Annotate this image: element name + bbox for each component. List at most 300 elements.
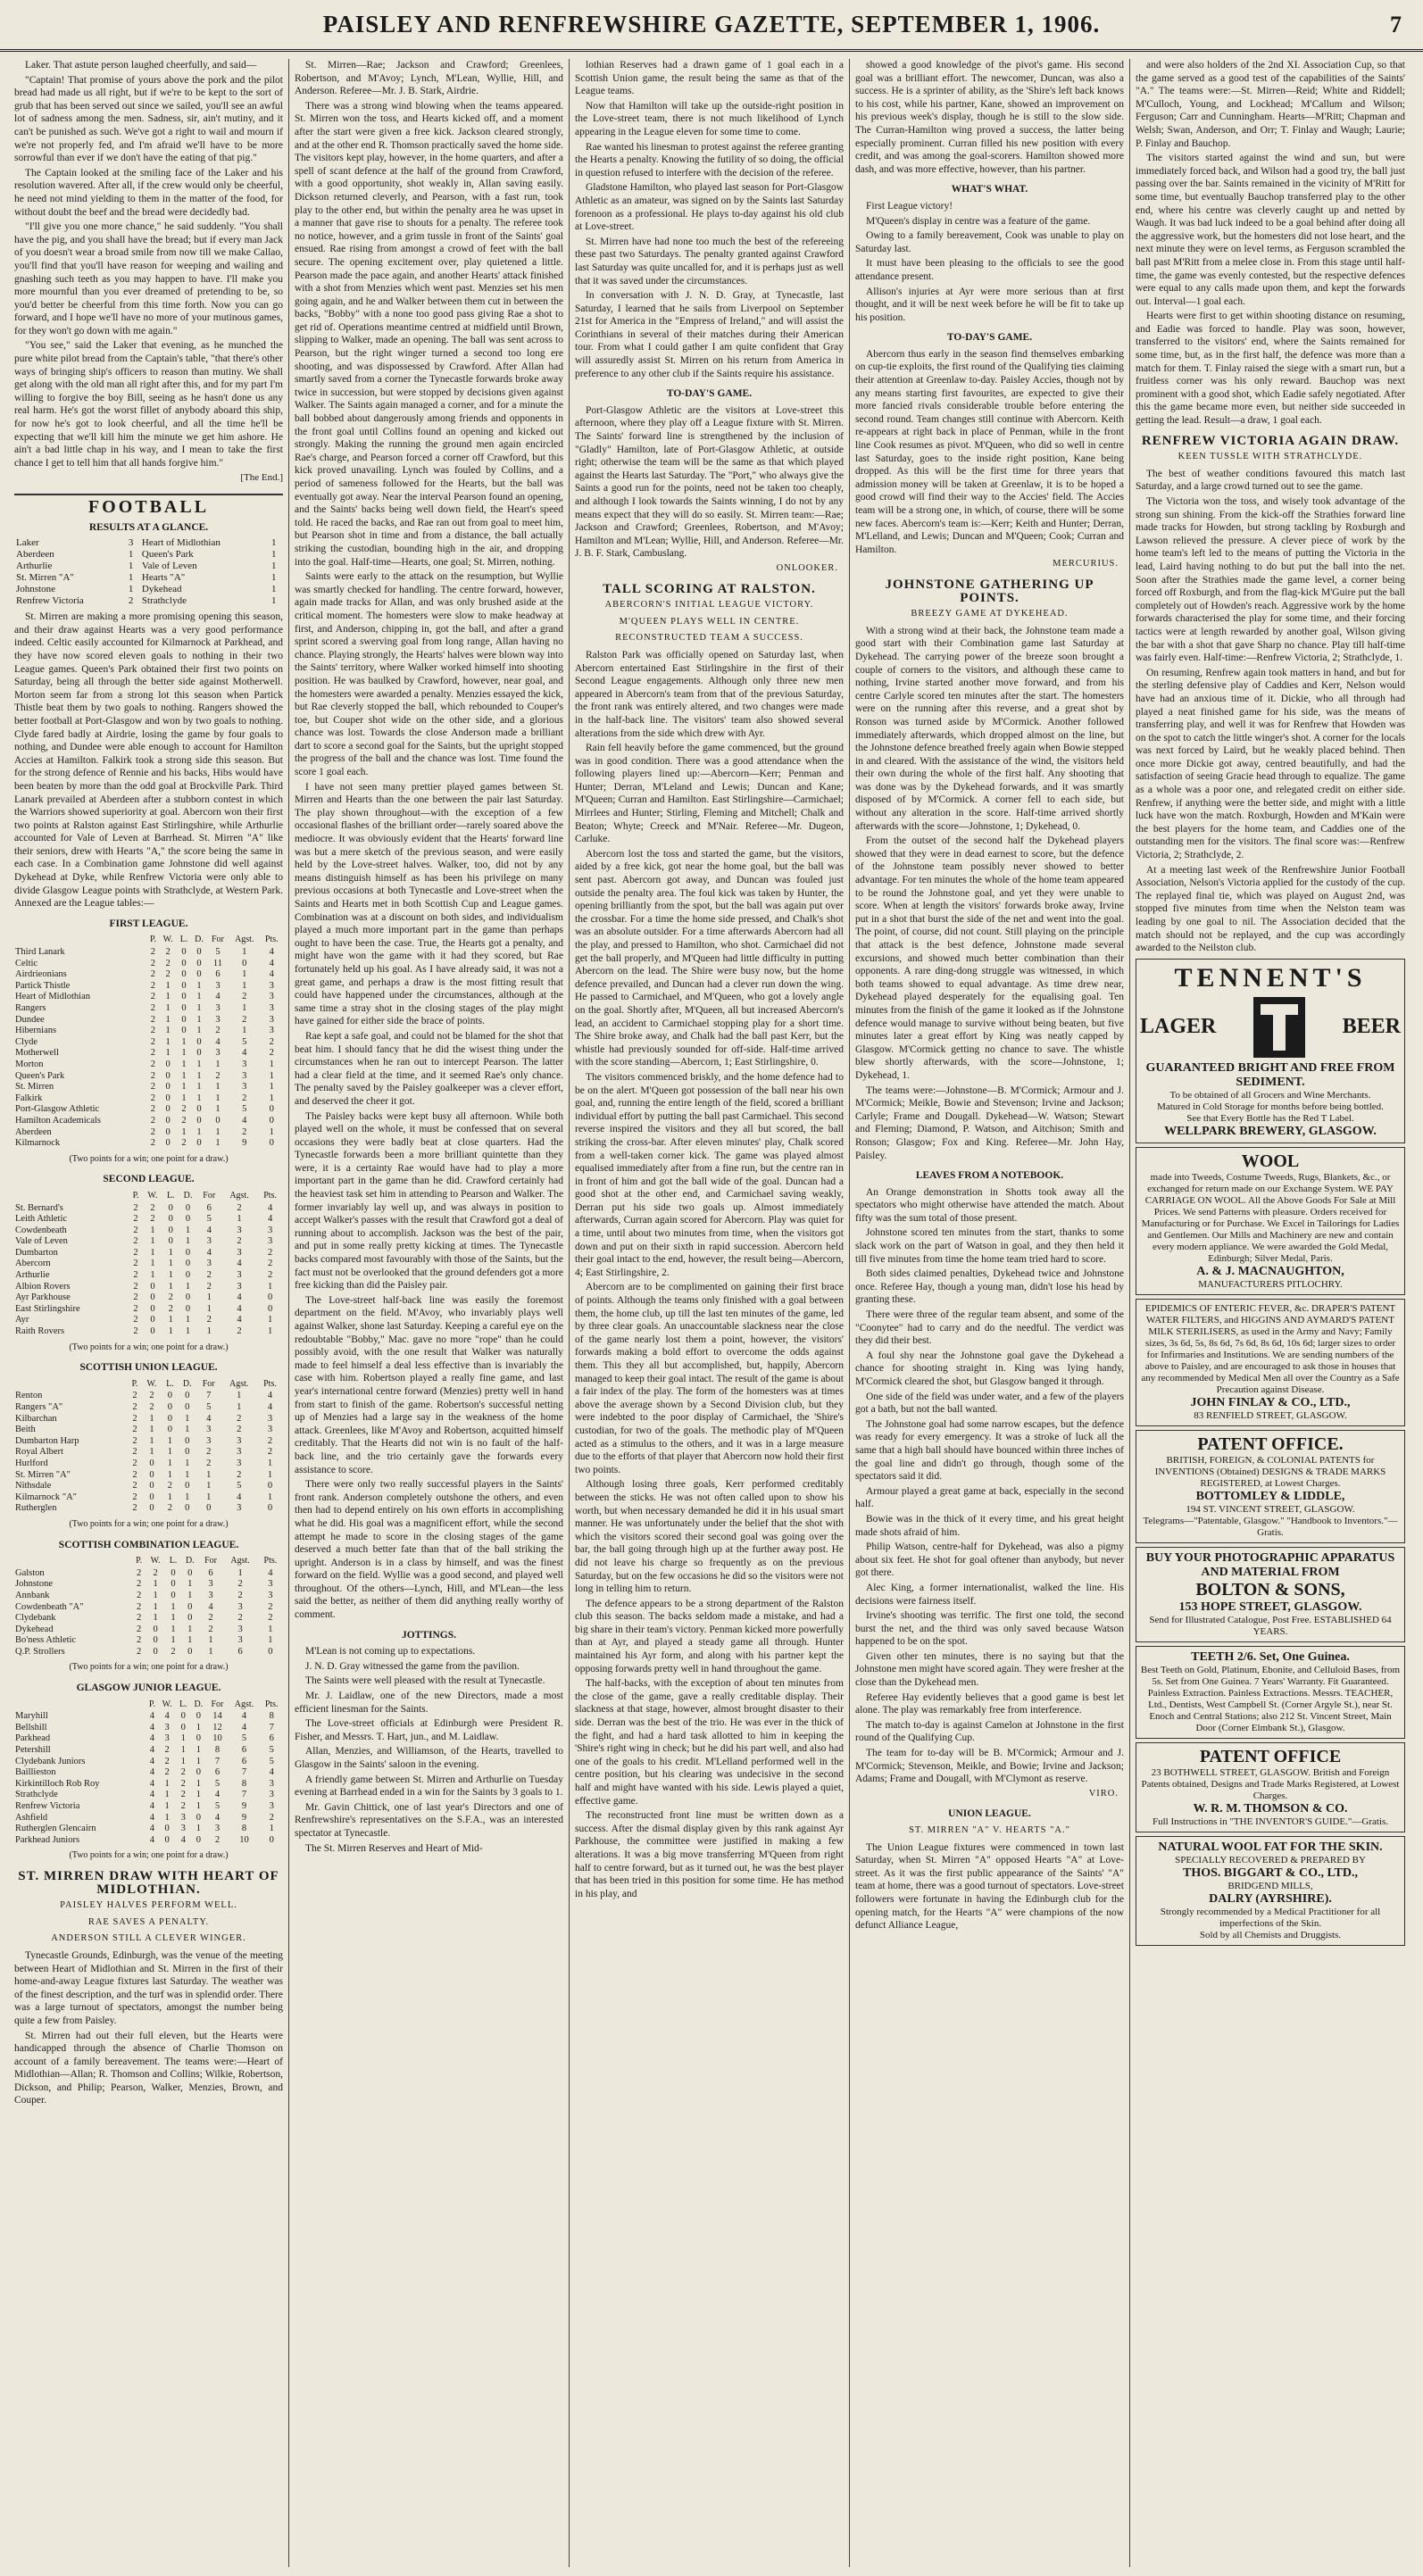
table-cell: 7 bbox=[241, 1767, 247, 1778]
jotting-item: Allan, Menzies, and Williamson, of the Hearts, travelled to Glasgow in the Saints' saloon in the evening. bbox=[295, 1746, 563, 1770]
article-paragraph: The Paisley backs were kept busy all afternoon. While both played well on the whole, it must be confessed that on several occasions they were badly beat at close quarters. Had the Tynecastle forwards been a more brilliant quintette than they were, it is a certainty Rae would have had to play a more important part in the game than he did. Crawford certainly had the heaviest task set him in attending to Pearson and Walker. The former invariably lay well up, and was always in position to accept Walker's passes with the result that Crawford got a deal of running about to accomplish. Jackson was the best of the pair, and put in some really pretty kicking at times. The Tynecastle backs compared most favourably with those of the Saints, but the fact must not be overlooked that the ground defenders got a more free kicking than did the Paisley pair. bbox=[295, 1110, 563, 1292]
table-cell: 3 bbox=[267, 1236, 273, 1247]
table-cell: 0 bbox=[153, 1635, 158, 1646]
table-cell: 1 bbox=[206, 1292, 212, 1303]
table-cell: 1 bbox=[267, 1458, 273, 1468]
team-name: Rangers "A" bbox=[15, 1402, 63, 1412]
note-item: Irvine's shooting was terrific. The first one told, the second burst the net, and the third was only saved because Watson happened to be on the spot. bbox=[855, 1610, 1124, 1648]
table-cell: 0 bbox=[185, 1391, 190, 1401]
advert-firm: A. & J. MACNAUGHTON, bbox=[1196, 1264, 1344, 1278]
team-name: Ayr Parkhouse bbox=[15, 1292, 71, 1303]
table-cell: 2 bbox=[167, 1481, 173, 1492]
article-heading: RENFREW VICTORIA AGAIN DRAW. bbox=[1141, 433, 1400, 448]
table-cell: 3 bbox=[269, 1778, 274, 1789]
table-cell: 2 bbox=[133, 1292, 138, 1303]
table-cell: 1 bbox=[165, 1036, 171, 1047]
table-cell: 1 bbox=[196, 1126, 202, 1137]
table-cell: 4 bbox=[237, 1315, 242, 1325]
table-cell: 1 bbox=[206, 1492, 212, 1502]
article-paragraph: There were only two really successful players in the Saints' front rank. Anderson completely outshone the others, and even then had to depend entirely on his own efforts in accomplishing what he did. His goal was a magnificent effort, while the second attempt he made to score in the closing stages of the game deserved a much better fate than that of the ball striking the upright. Anderson is in a class by himself, and was the finest forward on the field. Wyllie was a good second, and played well throughout. Of the others—Lynch, Hill, and M'Lean—the less said the better, as neither of them did anything really worthy of comment. bbox=[295, 1479, 563, 1621]
table-cell: 0 bbox=[196, 1036, 202, 1047]
table-cell: 2 bbox=[150, 1070, 156, 1081]
table-cell: 0 bbox=[187, 1567, 193, 1578]
table-cell: 1 bbox=[165, 1048, 171, 1059]
table-cell: 1 bbox=[153, 1601, 158, 1612]
column-header: Pts. bbox=[263, 1190, 277, 1201]
table-cell: 7 bbox=[206, 1391, 212, 1401]
advert-addr: 83 RENFIELD STREET, GLASGOW. bbox=[1194, 1409, 1347, 1421]
table-cell: 1 bbox=[268, 1635, 273, 1646]
table-cell: 2 bbox=[150, 1003, 156, 1013]
table-cell: 1 bbox=[196, 1059, 202, 1069]
column-3 bbox=[570, 59, 850, 2567]
team-name: Rutherglen bbox=[15, 1503, 57, 1514]
table-row bbox=[14, 1259, 283, 1270]
team-name: Arthurlie bbox=[16, 561, 53, 572]
table-cell: 1 bbox=[181, 1048, 187, 1059]
table-note: (Two points for a win; one point for a draw.) bbox=[69, 1662, 229, 1673]
table-cell: 0 bbox=[149, 1458, 154, 1468]
table-cell: 1 bbox=[196, 980, 202, 991]
table-cell: 2 bbox=[150, 947, 156, 958]
column-5 bbox=[1130, 59, 1411, 2567]
table-cell: 0 bbox=[165, 1070, 171, 1081]
article-subheading: RAE SAVES A PENALTY. bbox=[87, 1916, 210, 1927]
table-cell: 0 bbox=[269, 1115, 274, 1126]
table-cell: 4 bbox=[149, 1711, 154, 1722]
table-cell: 3 bbox=[237, 1270, 242, 1281]
table-cell: 2 bbox=[133, 1202, 138, 1213]
column-header: W. bbox=[146, 1378, 157, 1389]
note-item: Armour played a great game at back, especially in the second half. bbox=[855, 1485, 1124, 1510]
table-cell: 2 bbox=[237, 1326, 242, 1337]
table-cell: 0 bbox=[181, 980, 187, 991]
table-cell: 2 bbox=[237, 1579, 243, 1590]
team-name: Nithsdale bbox=[15, 1481, 52, 1492]
table-cell: 2 bbox=[181, 1138, 187, 1149]
table-cell: 0 bbox=[196, 1138, 202, 1149]
table-row bbox=[14, 1568, 283, 1580]
table-row bbox=[14, 959, 283, 970]
article-paragraph: Tynecastle Grounds, Edinburgh, was the venue of the meeting between Heart of Midlothian and St. Mirren in the first of their home-and-away League fixtures last Saturday. The weather was of the finest description, and the turf was in splendid order. There was a large turnout of spectators, amongst the number being quite a few from Paisley. bbox=[14, 1949, 283, 2026]
table-cell: 0 bbox=[171, 1590, 176, 1600]
advert-trade: MANUFACTURERS PITLOCHRY. bbox=[1198, 1278, 1343, 1290]
table-cell: 0 bbox=[165, 1115, 171, 1126]
table-row bbox=[14, 1801, 283, 1813]
table-cell: 4 bbox=[214, 1790, 221, 1800]
table-corner bbox=[14, 1190, 129, 1203]
table-cell: 1 bbox=[167, 1492, 173, 1502]
table-row bbox=[14, 1248, 283, 1259]
article-paragraph: St. Mirren—Rae; Jackson and Crawford; Greenlees, Robertson, and M'Avoy; Lynch, M'Lean, Wyllie, Hill, and Anderson. Referee—Mr. J. B. Stark, Airdrie. bbox=[295, 60, 563, 97]
table-cell: 0 bbox=[268, 1646, 273, 1657]
union-league-table bbox=[14, 1378, 283, 1515]
article-subheading: RECONSTRUCTED TEAM A SUCCESS. bbox=[615, 633, 803, 644]
table-row bbox=[14, 1835, 283, 1847]
patent-office-advert bbox=[1136, 1430, 1405, 1543]
table-corner bbox=[14, 1699, 146, 1712]
table-row bbox=[14, 1282, 283, 1293]
table-row bbox=[14, 1492, 283, 1504]
table-cell: 5 bbox=[206, 1402, 212, 1412]
table-cell: 0 bbox=[185, 1259, 191, 1269]
table-cell: 3 bbox=[208, 1579, 213, 1590]
column-header: D. bbox=[183, 1190, 193, 1201]
table-cell: 3 bbox=[237, 1601, 243, 1612]
table-cell: 1 bbox=[237, 1567, 243, 1578]
table-cell: 1 bbox=[153, 1590, 158, 1600]
table-cell: 2 bbox=[164, 1756, 170, 1766]
table-cell: 2 bbox=[133, 1303, 138, 1314]
table-cell: 3 bbox=[269, 1014, 274, 1025]
union-league-heading: SCOTTISH UNION LEAGUE. bbox=[79, 1362, 218, 1374]
advert-firm: W. R. M. THOMSON & CO. bbox=[1193, 1801, 1348, 1816]
team-name: Dykehead bbox=[141, 584, 182, 595]
table-cell: 2 bbox=[267, 1247, 273, 1258]
table-row bbox=[14, 1745, 283, 1757]
table-cell: 0 bbox=[196, 1834, 201, 1845]
table-cell: 3 bbox=[237, 1435, 242, 1446]
note-item: The team for to-day will be B. M'Cormick; Armour and J. M'Cormick; Stevenson, Meikle, and Bowie; Irvine and Jackson; Adams; Frame and Dougall, with M'Clymont as reserve. bbox=[855, 1748, 1124, 1785]
table-cell: 2 bbox=[237, 1413, 242, 1424]
table-cell: 2 bbox=[137, 1635, 142, 1646]
table-cell: 1 bbox=[187, 1635, 193, 1646]
score: 1 bbox=[271, 572, 277, 584]
article-paragraph: Abercorn lost the toss and started the game, but the visitors, aided by a free kick, got near the home goal, but the ball was sent past. Abercorn got away, and Duncan was fouled just outside the penalty area. The foul kick was taken by Hunter, the opening brilliantly from the spot, but the ball was again put over the crossbar. For a time the home side pressed, and Chalk's shot was an absolute outsider. For a time afterwards Abercorn had all the play, and pressed to Hamilton, who shot. Carmichael did not get the ball properly, and M'Queen had little difficulty in putting Abercorn on the lead. The Shire were busy now, but the home defence prevailed, and Duncan had a clever run down the wing. He passed to Carmichael, and M'Queen, who got a lovely angle on the goal. Shortly after, M'Queen, all but increased Abercorn's lead, an accident to Carmichael stopping play for a short time. The Shire broke away, and Chalk had the ball past Kerr, but the whistle had previously sounded for off-side. Half-time arrived with the score standing—Abercorn, 1; East Stirlingshire, 0. bbox=[575, 848, 844, 1068]
table-cell: 6 bbox=[241, 1745, 247, 1756]
table-cell: 4 bbox=[149, 1778, 154, 1789]
table-cell: 1 bbox=[167, 1435, 173, 1446]
table-row bbox=[14, 1447, 283, 1458]
table-cell: 2 bbox=[149, 1402, 154, 1412]
table-cell: 2 bbox=[269, 1048, 274, 1059]
score: 1 bbox=[128, 584, 134, 595]
table-cell: 4 bbox=[215, 992, 221, 1002]
table-cell: 0 bbox=[196, 1048, 202, 1059]
team-name: St. Mirren "A" bbox=[15, 1469, 71, 1480]
article-paragraph: Saints were early to the attack on the resumption, but Wyllie was smartly checked for handling. The centre forward, however, again made tracks for Allan, and was only brushed aside at the critical moment. The homesters were slow to make headway at first, and Anderson, chipping in, got the ball, and after a grand sprint scored a swerving goal from long range, Allan having no chance. Playing strongly, the Hearts' halves were blown way into the Saints' territory, where Walker worked himself into shooting position. He was baulked by Crawford, however, near goal, and the homesters were awarded a penalty. Menzies essayed the kick, but Rae cleverly stopped the ball, which rebounded to Couper's toe, but Couper shot wide on the other side, and a glorious chance was lost. Towards the close Anderson made a brilliant dart to score a second goal for the Saints, but the upright stopped the progress of the ball and the chance was lost. Time found the score 1 goal each. bbox=[295, 571, 563, 778]
table-cell: 2 bbox=[137, 1624, 142, 1634]
score: 1 bbox=[128, 572, 134, 584]
table-cell: 2 bbox=[133, 1326, 138, 1337]
team-name: Aberdeen bbox=[15, 1126, 52, 1137]
table-row bbox=[14, 1591, 283, 1602]
table-cell: 1 bbox=[181, 1093, 187, 1103]
table-cell: 4 bbox=[269, 958, 274, 968]
team-name: Baillieston bbox=[15, 1767, 56, 1778]
first-league-table bbox=[14, 934, 283, 1149]
table-cell: 14 bbox=[212, 1711, 222, 1722]
table-cell: 1 bbox=[168, 1281, 173, 1292]
wool-advert bbox=[1136, 1147, 1405, 1295]
filter-advert bbox=[1136, 1299, 1405, 1426]
table-row bbox=[14, 1315, 283, 1326]
table-cell: 1 bbox=[185, 1225, 191, 1235]
table-cell: 1 bbox=[187, 1624, 193, 1634]
table-cell: 3 bbox=[206, 1236, 212, 1247]
team-name: Cowdenbeath "A" bbox=[15, 1601, 84, 1612]
table-cell: 4 bbox=[149, 1812, 154, 1823]
report-paragraph: St. Mirren are making a more promising opening this season, and their draw against Hearts was a very good performance indeed. Celtic easily accounted for Kilmarnock at Parkhead, and they have now scored eleven goals to nothing in their two League games. Queen's Park obtained their first two points on Saturday, being all through the better side against Motherwell. Morton seem far from a strong lot this season when Partick Thistle beat them by two goals to nothing. Rangers showed the better football at Port-Glasgow and won by two goals to nothing. Clyde fared badly at Airdrie, losing the game by four goals to nothing, and Dundee were able enough to account for Hamilton Accies at Hamilton. Falkirk took a strong side this season. But for the strong defence of Rennie and his backs, Hibs would have been beaten by more than the odd goal at Brockville Park. Third Lanark prevailed at Aberdeen after a stubborn contest in which the Warriors showed superiority at goal. Abercorn won their first two points at Ralston against East Stirlingshire, while Arthurlie accounted for Vale of Leven at Barrhead. St. Mirren "A" like their seniors, drew with Hearts "A," the score being the same in each case. In a Combination game Johnstone did well against Dykehead at Dyke, while Renfrew Victoria were only able to divide Glasgow League points with Strathclyde, at Western Park. Annexed are the League tables:— bbox=[14, 611, 283, 910]
table-cell: 3 bbox=[237, 1458, 242, 1468]
table-cell: 4 bbox=[180, 1834, 186, 1845]
table-cell: 1 bbox=[269, 1070, 274, 1081]
table-cell: 1 bbox=[242, 980, 247, 991]
table-cell: 1 bbox=[237, 1402, 242, 1412]
table-cell: 1 bbox=[269, 1059, 274, 1069]
table-cell: 0 bbox=[196, 1711, 201, 1722]
story-paragraph: "Captain! That promise of yours above the pork and the pilot bread had made us all right, but if we're to be kept to the sort of grub that has been served out since we sailed, you'll see an awful lot of sadness among the men. Sadness, sir, ain't mutiny, and it can't be punished as such. We've got a right to wail and mourn if we're not properly fed, and I'm afraid we'll have to be more sorrowful than ever if we don't have the eating of that pig." bbox=[14, 74, 283, 164]
team-name: Kilmarnock bbox=[15, 1138, 61, 1149]
table-cell: 2 bbox=[164, 1745, 170, 1756]
column-header: L. bbox=[166, 1190, 175, 1201]
table-cell: 11 bbox=[212, 958, 222, 968]
team-name: Galston bbox=[15, 1567, 45, 1578]
table-cell: 0 bbox=[149, 1492, 154, 1502]
note-item: A foul shy near the Johnstone goal gave the Dykehead a chance for shooting straight in. King was lying handy, M'Cormick cleared the shot, but Glasgow banged it through. bbox=[855, 1350, 1124, 1387]
article-paragraph: St. Mirren had out their full eleven, but the Hearts were handicapped through the absence of Charlie Thomson on account of a family bereavement. The teams were:—Heart of Midlothian—Allan; R. Thomson and Collins; Wilkie, Robertson, Dickson, and Philip; Pearson, Walker, Menzies, Brown, and Couper. bbox=[14, 2030, 283, 2107]
score: 2 bbox=[128, 595, 134, 607]
table-cell: 2 bbox=[180, 1767, 186, 1778]
table-row bbox=[14, 1236, 283, 1248]
article-paragraph: The teams were:—Johnstone—B. M'Cormick; Armour and J. M'Cormick; Meikle, Bowie and Stevenson; Irvine and Jackson; Carlyle; Frame and Dougall. Dykehead—W. Watson; Stewart and Fleming; Diamond, P. Watson, and Aitchison; Smith and Ronson; Glasgow; Fox and King. Referee—Mr. John Hay, Paisley. bbox=[855, 1084, 1124, 1161]
wool-fat-advert bbox=[1136, 1836, 1405, 1946]
table-row bbox=[14, 1757, 283, 1768]
table-cell: 2 bbox=[164, 1767, 170, 1778]
table-cell: 2 bbox=[206, 1270, 212, 1281]
table-row bbox=[14, 1304, 283, 1316]
table-cell: 0 bbox=[269, 1138, 274, 1149]
note-item: M'Queen's display in centre was a feature of the game. bbox=[866, 215, 1091, 227]
table-cell: 1 bbox=[215, 1093, 221, 1103]
table-cell: 5 bbox=[269, 1756, 274, 1766]
story-end: [The End.] bbox=[240, 472, 283, 484]
table-cell: 2 bbox=[132, 1435, 137, 1446]
table-cell: 2 bbox=[206, 1281, 212, 1292]
table-cell: 0 bbox=[167, 1391, 173, 1401]
table-cell: 2 bbox=[133, 1214, 138, 1225]
table-note: (Two points for a win; one point for a draw.) bbox=[69, 1153, 229, 1164]
advert-addr: 153 HOPE STREET, GLASGOW. bbox=[1178, 1600, 1362, 1614]
table-cell: 1 bbox=[196, 1722, 201, 1733]
table-cell: 2 bbox=[267, 1447, 273, 1458]
table-cell: 4 bbox=[268, 1567, 273, 1578]
article-paragraph: Now that Hamilton will take up the outside-right position in the Love-street team, there is not much likelihood of Lynch appearing in the League eleven for some time to come. bbox=[575, 100, 844, 137]
table-cell: 0 bbox=[196, 1767, 201, 1778]
table-row bbox=[14, 1037, 283, 1049]
table-row bbox=[14, 1613, 283, 1625]
column-header: W. bbox=[162, 935, 173, 945]
advert-line: See that Every Bottle has the Red T Label. bbox=[1186, 1112, 1354, 1124]
table-cell: 6 bbox=[214, 1767, 221, 1778]
article-paragraph: Abercorn thus early in the season find themselves embarking on cup-tie exploits, the first round of the Qualifying ties claiming their attention at Greenlaw to-day. Paisley Accies, though not by any means starting first favourites, are expected to give their more fancied rivals considerable trouble before entering the second round. Team changes still continue with Abercorn. Keith re-appears at right back in place of Penman, while in the front line Cook resumes as pivot. M'Queen, who did so well in centre last Saturday, goes to the inside right position, Kane being dropped. As this will be the first time for three years that admission money will be taken at Greenlaw, it is to be hoped a good crowd will find their way to the Accies' field. The Accies team will be a strong one, in which, of course, there will be some new faces. Abercorn's team is:—Kerr; Keith and Hunter; Derran, M'Lelland, and Lewis; Duncan and M'Queen; Cook; Curran and Hamilton. bbox=[855, 348, 1124, 555]
table-cell: 0 bbox=[181, 1014, 187, 1025]
team-name: Dykehead bbox=[15, 1624, 54, 1634]
table-cell: 0 bbox=[168, 1202, 173, 1213]
table-cell: 6 bbox=[241, 1756, 247, 1766]
table-cell: 3 bbox=[267, 1425, 273, 1435]
team-name: Hearts "A" bbox=[141, 572, 186, 584]
article-paragraph: There was a strong wind blowing when the teams appeared. St. Mirren won the toss, and Hearts kicked off, and a moment after the start were given a free kick. Jackson cleared strongly, and at the other end R. Thomson practically saved the home side. The visitors kept play, however, in the home quarters, and after a spell of scant defence at the half of the ground from Crawford, with a good opportunity, shot weakly in, Allan saving easily. Dickson returned cleverly, and Pearson, with a fast run, took play to the other end, but within the penalty area he was upset in a manner that gave rise to shouts for a penalty. The referee took no notice, however, and a grim tussle in front of the Saints' goal ensued. Rae rising from amongst a crowd of feet with the ball secure. The opening excitement over, play quietened a little. Pearson made the pace again, and another Hearts' attack finished with a shot from Menzies which went past. Menzies set his men going again, and he and Walker between them cut in between the backs, "Bobby" with a none too good pass giving Rae a shot to get rid of. Operations meantime centred at midfield until Brown, slipping to Walker, made an opening. The ball was sent across to Pearson, but the right winger turned a second too long ere shooting, and was dispossessed by Crawford. After Allan had smartly saved from a corner the Tynecastle forwards broke away twice in succession, but were stopped by decisions given against Walker. The Saints again managed a corner, and for a minute the ball bobbed about dangerously among friends and opponents in the front goal until Collins found an opening and kicked out strongly. Making the running the ground men again encircled Rae's charge, and Pearson forced a corner off Crawford, but this kick proved unavailing. Lynch was fouled by Collins, and a period of sameness followed for the Hearts, but the ball was eventually got away. Near the interval Pearson found an opening, and the Saints' backs being well down field, the Heart's speed told. He raced the backs, and Rae ran out from goal to meet him, but Pearson shot in time and from a distance, the ball actually striking the custodian, bounding high in the air, and dropping into the goal. Half-time—Hearts, one goal; St. Mirren, nothing. bbox=[295, 100, 563, 568]
table-cell: 1 bbox=[164, 1790, 170, 1800]
table-row bbox=[14, 992, 283, 1003]
table-cell: 2 bbox=[150, 1036, 156, 1047]
article-paragraph: showed a good knowledge of the pivot's game. His second goal was a brilliant effort. The newcomer, Duncan, was also a success. He is a sprinter of ability, as the 'Shire's left back knows to his cost, while his partner, Kane, showed an improvement on his previous week's display, though he is still to the slow side. The Curran-Hamilton wing proved a success, the latter being especially prominent. Curran filled his new position with every credit, and was among the goal-scorers. Hamilton showed more dash, and was more effective, however, than his partner. bbox=[855, 60, 1124, 175]
article-subheading: BREEZY GAME AT DYKEHEAD. bbox=[911, 609, 1069, 619]
masthead bbox=[0, 0, 1423, 52]
table-cell: 0 bbox=[165, 1082, 171, 1093]
team-name: Parkhead bbox=[15, 1733, 51, 1744]
advert-head: NATURAL WOOL FAT FOR THE SKIN. bbox=[1158, 1840, 1383, 1854]
table-cell: 9 bbox=[241, 1801, 247, 1811]
note-item: Given other ten minutes, there is no saying but that the Johnstone men might have scored again. They were fresher at the close than the Dykehead men. bbox=[855, 1650, 1124, 1689]
table-cell: 4 bbox=[237, 1292, 242, 1303]
table-cell: 3 bbox=[164, 1733, 170, 1744]
team-name: Airdrieonians bbox=[15, 969, 67, 980]
advert-head: TEETH 2/6. Set, One Guinea. bbox=[1191, 1649, 1350, 1664]
table-cell: 2 bbox=[150, 1093, 156, 1103]
jotting-item: The Saints were well pleased with the result at Tynecastle. bbox=[305, 1675, 545, 1687]
table-cell: 3 bbox=[269, 992, 274, 1002]
table-cell: 3 bbox=[242, 1070, 247, 1081]
table-cell: 8 bbox=[269, 1711, 274, 1722]
table-cell: 2 bbox=[132, 1503, 137, 1514]
article-heading: ST. MIRREN DRAW WITH HEART OF MIDLOTHIAN. bbox=[18, 1868, 279, 1897]
score: 1 bbox=[271, 537, 277, 549]
table-row bbox=[14, 1711, 283, 1723]
table-corner bbox=[14, 934, 147, 947]
table-cell: 2 bbox=[165, 958, 171, 968]
byline: VIRO. bbox=[1088, 1788, 1119, 1799]
table-cell: 0 bbox=[187, 1646, 193, 1657]
column-header: L. bbox=[179, 935, 188, 945]
team-name: Maryhill bbox=[15, 1711, 48, 1722]
table-cell: 2 bbox=[167, 1503, 173, 1514]
note-item: An Orange demonstration in Shotts took away all the spectators who might otherwise have attended the match. About fifty was the sum total of those present. bbox=[855, 1186, 1124, 1224]
results-heading: RESULTS AT A GLANCE. bbox=[88, 521, 209, 533]
junior-league-table bbox=[14, 1699, 283, 1847]
table-cell: 0 bbox=[168, 1225, 173, 1235]
table-row bbox=[14, 1127, 283, 1139]
table-cell: 2 bbox=[150, 980, 156, 991]
table-cell: 4 bbox=[149, 1733, 154, 1744]
table-cell: 0 bbox=[196, 1812, 201, 1823]
table-cell: 0 bbox=[181, 992, 187, 1002]
table-cell: 2 bbox=[150, 1214, 155, 1225]
team-name: Bellshill bbox=[15, 1722, 47, 1733]
table-cell: 3 bbox=[267, 1225, 273, 1235]
table-note: (Two points for a win; one point for a draw.) bbox=[69, 1518, 229, 1529]
table-note: (Two points for a win; one point for a draw.) bbox=[69, 1342, 229, 1352]
table-cell: 4 bbox=[267, 1214, 273, 1225]
table-row bbox=[14, 1292, 283, 1304]
article-paragraph: The Love-street half-back line was easily the foremost department on the field. M'Avoy, who invariably plays well against Walker, shone last Saturday. Keeping a careful eye on the redoubtable "Bobby," Mac. gave no more "rope" than he could possibly avoid, with the one result that Walker was naturally made to feel himself a deal less effective than is invariably the case with him. Robertson played a really fine game, and last year's international centre forward (Menzies) pretty well in hand from start to finish of the game. Robertson's successful netting up of Menzies had a large say in the weakness of the home attack. Greenlees, like M'Avoy and Robertson, acquitted himself creditably. That the Hearts did not win is no fault of the half-back line, and the trio certainly gave the forwards every assistance to score. bbox=[295, 1294, 563, 1475]
table-cell: 1 bbox=[215, 1082, 221, 1093]
red-t-logo-icon bbox=[1248, 993, 1311, 1061]
table-cell: 5 bbox=[215, 947, 221, 958]
table-cell: 3 bbox=[164, 1722, 170, 1733]
table-cell: 3 bbox=[268, 1579, 273, 1590]
table-cell: 4 bbox=[242, 1115, 247, 1126]
team-name: Hurlford bbox=[15, 1458, 48, 1468]
table-cell: 1 bbox=[196, 1824, 201, 1834]
column-header: L. bbox=[166, 1378, 174, 1389]
table-cell: 2 bbox=[137, 1613, 142, 1624]
column-header: P. bbox=[148, 1699, 155, 1709]
table-cell: 1 bbox=[269, 1082, 274, 1093]
table-cell: 0 bbox=[181, 958, 187, 968]
table-cell: 2 bbox=[215, 1070, 221, 1081]
table-cell: 10 bbox=[212, 1733, 222, 1744]
table-row bbox=[14, 1414, 283, 1425]
team-name: Raith Rovers bbox=[15, 1326, 65, 1337]
team-name: Petershill bbox=[15, 1745, 51, 1756]
article-paragraph: Hearts were first to get within shooting distance on resuming, and Eadie was forced to handle. Play was soon, however, transferred to the visitors' end, where the Saints remained for some time, but, as in the first half, the defence was more than a match for them. T. Finlay raised the siege with a smart run, but a fruitless corner was his only reward. Bauchop was next prominent with a good shot, which Eadie safely negotiated. After this the game became more even, but neither side succeeded in getting the lead. Result—a draw, 1 goal each. bbox=[1136, 311, 1405, 427]
column-header: P. bbox=[136, 1556, 143, 1566]
table-cell: 1 bbox=[187, 1590, 193, 1600]
table-cell: 1 bbox=[149, 1447, 154, 1458]
table-row bbox=[14, 1071, 283, 1083]
table-cell: 3 bbox=[206, 1425, 212, 1435]
table-cell: 0 bbox=[181, 947, 187, 958]
table-cell: 1 bbox=[168, 1259, 173, 1269]
table-cell: 2 bbox=[267, 1435, 273, 1446]
table-cell: 1 bbox=[165, 992, 171, 1002]
team-name: Renton bbox=[15, 1391, 43, 1401]
team-name: Arthurlie bbox=[15, 1270, 50, 1281]
table-cell: 2 bbox=[150, 1026, 156, 1036]
table-cell: 1 bbox=[180, 1733, 186, 1744]
table-row bbox=[14, 1026, 283, 1037]
table-cell: 12 bbox=[212, 1722, 222, 1733]
table-cell: 1 bbox=[196, 1026, 202, 1036]
table-cell: 1 bbox=[150, 1259, 155, 1269]
table-cell: 0 bbox=[269, 1834, 274, 1845]
table-cell: 4 bbox=[208, 1601, 213, 1612]
table-row bbox=[14, 1116, 283, 1127]
table-cell: 0 bbox=[167, 1402, 173, 1412]
advert-addr: 194 ST. VINCENT STREET, GLASGOW. bbox=[1186, 1503, 1355, 1515]
table-cell: 1 bbox=[269, 1824, 274, 1834]
article-subheading: M'QUEEN PLAYS WELL IN CENTRE. bbox=[619, 616, 800, 627]
table-cell: 1 bbox=[206, 1469, 212, 1480]
team-name: Vale of Leven bbox=[141, 561, 197, 572]
jotting-item: J. N. D. Gray witnessed the game from the pavilion. bbox=[305, 1660, 520, 1672]
masthead-title: PAISLEY AND RENFREWSHIRE GAZETTE, SEPTEMBER 1, 1906. bbox=[322, 11, 1101, 37]
table-cell: 1 bbox=[185, 1425, 190, 1435]
table-cell: 1 bbox=[187, 1579, 193, 1590]
table-cell: 4 bbox=[206, 1225, 212, 1235]
table-cell: 2 bbox=[237, 1590, 243, 1600]
table-row bbox=[14, 981, 283, 993]
team-name: East Stirlingshire bbox=[15, 1303, 80, 1314]
table-row bbox=[14, 1214, 283, 1226]
table-cell: 3 bbox=[269, 1790, 274, 1800]
table-cell: 2 bbox=[132, 1469, 137, 1480]
article-paragraph: lothian Reserves had a drawn game of 1 goal each in a Scottish Union game, the result being the same as that of the League teams. bbox=[575, 60, 844, 97]
t-mark-icon bbox=[1252, 995, 1307, 1059]
table-cell: 3 bbox=[215, 1014, 221, 1025]
table-cell: 1 bbox=[167, 1447, 173, 1458]
advert-sold: Sold by all Chemists and Druggists. bbox=[1199, 1929, 1342, 1940]
note-item: Owing to a family bereavement, Cook was unable to play on Saturday last. bbox=[855, 230, 1124, 254]
table-cell: 2 bbox=[180, 1801, 186, 1811]
column-header: Pts. bbox=[264, 1699, 279, 1709]
table-cell: 0 bbox=[185, 1503, 190, 1514]
table-cell: 0 bbox=[165, 1126, 171, 1137]
advert-note: Send for Illustrated Catalogue, Post Free. ESTABLISHED 64 YEARS. bbox=[1149, 1614, 1392, 1637]
table-row bbox=[14, 1436, 283, 1448]
